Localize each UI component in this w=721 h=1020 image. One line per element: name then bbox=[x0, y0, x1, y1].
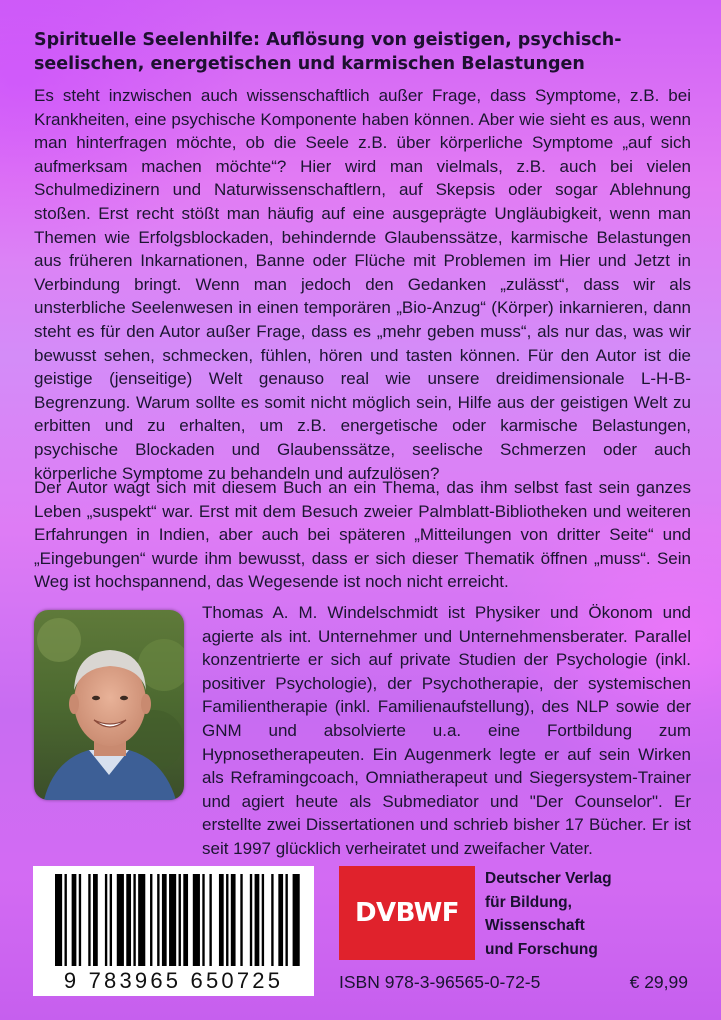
barcode-bar bbox=[169, 874, 176, 966]
barcode-bar bbox=[262, 874, 264, 966]
barcode-bar bbox=[133, 874, 135, 966]
barcode-bar bbox=[209, 874, 211, 966]
barcode-bar bbox=[231, 874, 236, 966]
author-photo bbox=[34, 610, 184, 800]
barcode-bar bbox=[157, 874, 159, 966]
intro-paragraph: Es steht inzwischen auch wissenschaftlich außer Frage, dass Symptome, z.B. bei Krankheiten, eine psychische Komponente haben können. Aber wie sieht es aus, wenn man hinterfragen möchte, ob die Seele z.B. über körperliche Symptome „auf sich aufmerksam machen möchte“? Hier wird man vielmals, z.B. auch bei vielen Schulmedizinern und Naturwissenschaftlern, auf Skepsis oder sogar Ablehnung stoßen. Erst recht stößt man häufig auf eine ausgeprägte Ungläubigkeit, wenn man Themen wie Erfolgsblockaden, behindernde Glaubenssätze, karmische Belastungen aus früheren Inkarnationen, Banne oder Flüche mit Problemen im Hier und Jetzt in Verbindung bringt. Wenn man jedoch den Gedanken „zulässt“, dass wir als unsterbliche Seelenwesen in einen temporären „Bio-Anzug“ (Körper) inkarnieren, dann steht es für den Autor außer Frage, dass es „mehr geben muss“, als nur das, was wir bewusst sehen, schmecken, fühlen, hören und tasten können. Für den Autor ist die geistige (jenseitige) Welt genauso real wie unsere dreidimensionale L-H-B-Begrenzung. Warum sollte es somit nicht möglich sein, Hilfe aus der geistigen Welt zu erbitten und zu erhalten, um z.B. energetische oder karmische Belastungen, psychische Blockaden und Glaubenssätze, seelische Schmerzen oder auch körperliche Symptome zu behandeln und aufzulösen? bbox=[34, 86, 691, 483]
barcode-bar bbox=[179, 874, 181, 966]
barcode-bar bbox=[255, 874, 260, 966]
barcode-bar bbox=[126, 874, 131, 966]
barcode-bar bbox=[138, 874, 145, 966]
barcode-bar bbox=[105, 874, 107, 966]
barcode-bar bbox=[293, 874, 300, 966]
barcode-bar bbox=[226, 874, 228, 966]
barcode-bar bbox=[278, 874, 283, 966]
barcode-bar bbox=[250, 874, 252, 966]
barcode-bar bbox=[72, 874, 77, 966]
book-title: Spirituelle Seelenhilfe: Auflösung von geistigen, psychisch-seelischen, energetischen und karmischen Belastungen bbox=[34, 30, 622, 74]
publisher-logo-text: DVBWF bbox=[354, 898, 460, 928]
barcode bbox=[33, 866, 314, 996]
barcode-bars bbox=[33, 866, 314, 966]
barcode-bar bbox=[88, 874, 90, 966]
publisher-logo bbox=[339, 866, 475, 960]
barcode-bar bbox=[55, 874, 62, 966]
barcode-bar bbox=[240, 874, 242, 966]
barcode-bar bbox=[65, 874, 67, 966]
isbn: ISBN 978-3-96565-0-72-5 bbox=[339, 972, 541, 992]
barcode-bar bbox=[193, 874, 200, 966]
publisher-name bbox=[485, 867, 695, 961]
price: € 29,99 bbox=[629, 972, 688, 992]
barcode-bar bbox=[271, 874, 273, 966]
publisher-name-line: Deutscher Verlag bbox=[485, 870, 612, 887]
barcode-bar bbox=[110, 874, 112, 966]
barcode-bar bbox=[285, 874, 287, 966]
barcode-bar bbox=[219, 874, 224, 966]
barcode-bar bbox=[117, 874, 124, 966]
barcode-digits: 9 783965 650725 bbox=[63, 968, 284, 993]
publisher-name-line: und Forschung bbox=[485, 940, 598, 958]
publisher-name-line: Wissenschaft bbox=[485, 917, 585, 934]
barcode-bar bbox=[150, 874, 152, 966]
publisher-name-line: für Bildung, bbox=[485, 893, 572, 911]
barcode-bar bbox=[183, 874, 188, 966]
barcode-bar bbox=[93, 874, 98, 966]
barcode-bar bbox=[79, 874, 81, 966]
barcode-bar bbox=[202, 874, 204, 966]
author-path-paragraph: Der Autor wagt sich mit diesem Buch an ein Thema, das ihm selbst fast sein ganzes Leben „suspekt“ war. Erst mit dem Besuch zweier Palmblatt-Bibliotheken und weiteren Erfahrungen in Indien, aber auch bei späteren „Mitteilungen von dritter Seite“ und „Eingebungen“ wurde ihm bewusst, dass er sich dieser Thematik öffnen „muss“. Sein Weg ist hochspannend, das Wegesende ist noch nicht erreicht. bbox=[34, 478, 691, 592]
barcode-bar bbox=[162, 874, 167, 966]
author-bio-paragraph: Thomas A. M. Windelschmidt ist Physiker und Ökonom und agierte als int. Unternehmer und Unternehmensberater. Parallel konzentrierte er sich auf private Studien der Psychologie (inkl. positiver Psychologie), der Psychotherapie, der systemischen Familientherapie (inkl. Familienaufstellung), des NLP sowie der GNM und absolvierte u.a. eine Fortbildung zum Hypnosetherapeuten. Ein Augenmerk legte er auf sein Wirken als Reframingcoach, Omniatherapeut und Siegersystem-Trainer und agiert heute als Submediator und "Der Counselor". Er erstellte zwei Dissertationen und schrieb bisher 17 Bücher. Er ist seit 1997 glücklich verheiratet und zweifacher Vater. bbox=[202, 603, 691, 858]
